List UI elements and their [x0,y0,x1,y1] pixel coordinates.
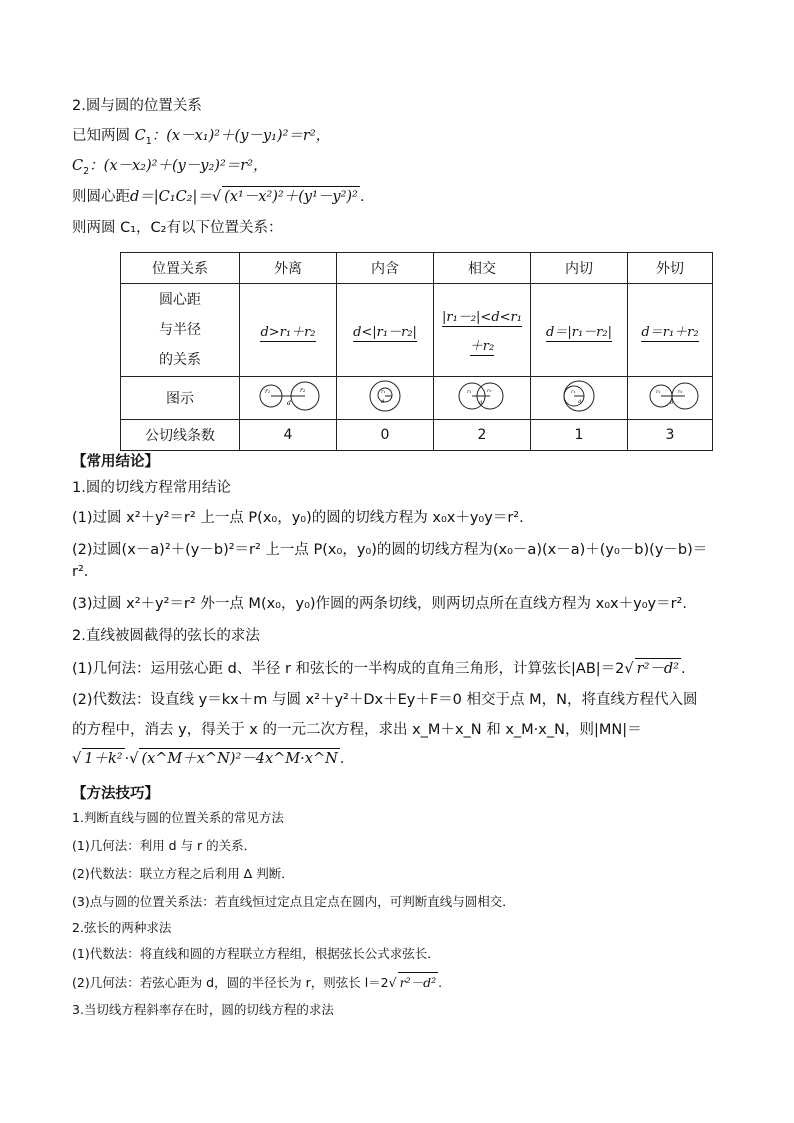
common-item2-1: (1)几何法：运用弦心距 d、半径 r 和弦长的一半构成的直角三角形，计算弦长|AB|＝2√ r²－d² . [72,658,686,679]
condition-cell [628,284,713,377]
common-item2-2b: 的方程中，消去 y，得关于 x 的一元二次方程，求出 x_M＋x_N 和 x_M·x_N，则|MN|＝ [72,722,642,738]
condition-text: |r₁－₂|<d<r₁ [442,310,522,325]
methods-m2-2: (2)几何法：若弦心距为 d，圆的半径长为 r，则弦长 l＝2√ r²－d² . [72,972,442,993]
distance-root: (x¹－x²)²＋(y¹－y²)² [222,186,360,207]
common-item2-1-text: (1)几何法：运用弦心距 d、半径 r 和弦长的一半构成的直角三角形，计算弦长|AB|＝2 [72,661,625,677]
contained-circles-icon [350,379,420,413]
table-header-cell: 相交 [434,253,531,284]
circle-c1-line [72,126,330,146]
condition-cell [531,284,628,377]
known-prefix: 已知两圆 [72,128,130,144]
common-item2-title: 2.直线被圆截得的弦长的求法 [72,628,260,644]
count-cell: 0 [337,420,434,451]
c1-sub: 1 [145,135,152,147]
table-header-cell: 内含 [337,253,434,284]
separate-circles-icon [253,379,323,413]
table-row-count [121,420,713,451]
relation-table [120,252,713,451]
sqrt-icon: √ [624,661,634,677]
svg-text:r₁: r₁ [571,389,576,395]
table-header-cell: 位置关系 [121,253,240,284]
table-header-row [121,253,713,284]
row-label-relation [121,284,240,377]
count-cell: 2 [434,420,531,451]
common-item2-2a: (2)代数法：设直线 y＝kx＋m 与圆 x²＋y²＋Dx＋Ey＋F＝0 相交于点 M，N，将直线方程代入圆 [72,692,698,708]
common-item1-2a: (2)过圆(x－a)²＋(y－b)²＝r² 上一点 P(x₀，y₀)的圆的切线方程为(x₀－a)(x－a)＋(y₀－b)(y－b)＝ [72,542,708,558]
condition-text-second-line: ＋r₂ [469,339,495,354]
condition-cell [240,284,337,377]
common-item1-3: (3)过圆 x²＋y²＝r² 外一点 M(x₀，y₀)作圆的两条切线，则两切点所在直线方程为 x₀x＋y₀y＝r². [72,596,687,612]
c2-sub: 2 [83,165,90,177]
common-item1-2b: r². [72,564,89,580]
sqrt-icon: √ [211,189,222,205]
fig-r1-label: r₁ [265,388,271,395]
row-label-line: 与半径 [159,322,201,338]
methods-m2-1: (1)代数法：将直线和圆的方程联立方程组，根据弦长公式求弦长． [72,946,440,961]
svg-text:r₁: r₁ [381,389,386,395]
c1-name: C [134,128,146,144]
distance-equation: d＝|C₁C₂|＝ [130,189,212,205]
methods-m1-2: (2)代数法：联立方程之后利用 Δ 判断． [72,866,294,881]
c2-name: C [72,158,84,174]
sqrt-icon: √ [129,751,139,767]
svg-text:d: d [381,399,385,405]
circle-c2-line [72,156,268,176]
relation-intro: 则两圆 C₁，C₂有以下位置关系： [72,220,283,236]
common-item2-1-root: r²－d² [635,658,681,679]
svg-text:r₁: r₁ [467,389,472,395]
distance-prefix: 则圆心距 [72,189,130,205]
row-label-figure: 图示 [121,377,240,420]
methods-m1-3: (3)点与圆的位置关系法：若直线恒过定点且定点在圆内，可判断直线与圆相交． [72,894,515,909]
c2-equation: ：(x－x₂)²＋(y－y₂)²＝r²， [89,158,268,174]
methods-m1-title: 1.判断直线与圆的位置关系的常见方法 [72,810,284,825]
condition-text: d＝r₁＋r₂ [641,324,699,340]
count-cell: 4 [240,420,337,451]
svg-text:d: d [670,400,674,406]
fig-r2-label: r₂ [300,387,306,394]
svg-text:d: d [578,399,582,405]
common-item1-title: 1.圆的切线方程常用结论 [72,480,231,496]
section-title: 2.圆与圆的位置关系 [72,98,202,114]
condition-text: d>r₁＋r₂ [260,324,316,340]
row-label-line: 的关系 [159,352,201,368]
common-item1-1: (1)过圆 x²＋y²＝r² 上一点 P(x₀，y₀)的圆的切线方程为 x₀x＋y₀y＝r². [72,510,524,526]
condition-text: d＝|r₁－r₂| [546,324,612,340]
sqrt-icon: √ [388,975,397,990]
externally-tangent-circles-icon [635,379,705,413]
distance-line: 则圆心距d＝|C₁C₂|＝√ (x¹－x²)²＋(y¹－y²)² . [72,186,364,207]
internally-tangent-circles-icon [544,379,614,413]
methods-m1-1: (1)几何法：利用 d 与 r 的关系． [72,838,257,853]
svg-text:r₁: r₁ [656,389,661,395]
svg-text:r₂: r₂ [487,388,492,394]
svg-text:r₂: r₂ [678,389,683,395]
methods-m3-title: 3.当切线方程斜率存在时，圆的切线方程的求法 [72,1002,334,1017]
row-label-line: 圆心距 [159,292,201,308]
table-header-cell: 外切 [628,253,713,284]
common-item2-2c-root2: (x^M＋x^N)²－4x^M·x^N [139,748,339,769]
figure-cell [240,377,337,420]
figure-cell [434,377,531,420]
count-cell: 1 [531,420,628,451]
sqrt-icon: √ [72,751,82,767]
table-header-cell: 外离 [240,253,337,284]
intersecting-circles-icon [447,379,517,413]
methods-heading: 【方法技巧】 [72,786,159,802]
fig-d-label: d [287,400,291,407]
condition-text: d<|r₁－r₂| [353,324,417,340]
c1-equation: ：(x－x₁)²＋(y－y₁)²＝r²， [151,128,331,144]
condition-cell [337,284,434,377]
row-label-count: 公切线条数 [121,420,240,451]
svg-text:d: d [479,400,483,406]
methods-m2-2-root: r²－d² [398,972,439,993]
common-item2-2c-root1: 1＋k² [82,748,124,769]
figure-cell [337,377,434,420]
figure-cell [531,377,628,420]
common-heading: 【常用结论】 [72,454,159,470]
table-row-relation [121,284,713,377]
methods-m2-2-text: (2)几何法：若弦心距为 d，圆的半径长为 r，则弦长 l＝2 [72,975,389,990]
common-item2-2c: √ 1＋k² ·√ (x^M＋x^N)²－4x^M·x^N . [72,748,344,769]
condition-cell [434,284,531,377]
table-header-cell: 内切 [531,253,628,284]
count-cell: 3 [628,420,713,451]
figure-cell [628,377,713,420]
table-row-figure [121,377,713,420]
methods-m2-title: 2.弦长的两种求法 [72,920,172,935]
